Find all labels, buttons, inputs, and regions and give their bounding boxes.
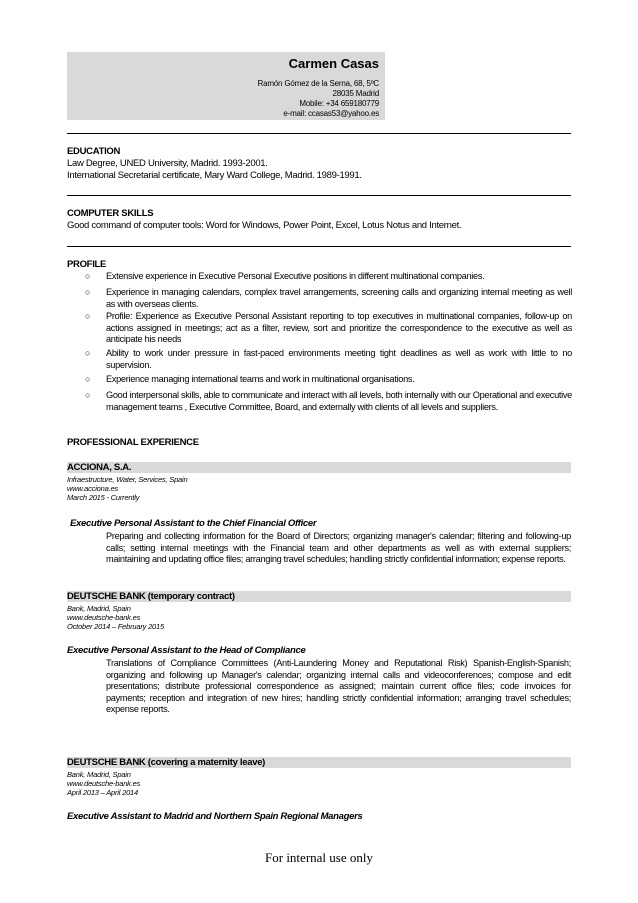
job-role: Executive Personal Assistant to the Chief Financial Officer: [70, 518, 317, 529]
profile-item-text: Extensive experience in Executive Personal Executive positions in different multinational companies.: [106, 271, 485, 281]
job-period: October 2014 – February 2015: [67, 622, 164, 631]
profile-item-text: Experience in managing calendars, complex travel arrangements, screening calls and organizing internal meeting as well as with overseas clients.: [106, 287, 572, 309]
page-footer: For internal use only: [265, 850, 373, 865]
company-website: www.deutsche-bank.es: [67, 613, 141, 622]
profile-item-text: Profile: Experience as Executive Personal Assistant reporting to top executives in multinational companies, follow-up on actions assigned in meetings; act as a filter, review, sort and prioritize the correspondence to the executive as well as anticipate his needs: [106, 311, 572, 345]
job-period: April 2013 – April 2014: [67, 788, 139, 797]
divider: [67, 133, 571, 134]
profile-heading: PROFILE: [67, 259, 107, 270]
company-bar: [67, 591, 571, 602]
profile-item-text: Experience managing international teams and work in multinational organisations.: [106, 374, 415, 384]
company-website: www.acciona.es: [67, 484, 118, 493]
bullet-icon: ○: [85, 390, 91, 400]
company-bar: [67, 757, 571, 768]
experience-heading: PROFESSIONAL EXPERIENCE: [67, 437, 199, 448]
bullet-icon: ○: [85, 348, 91, 358]
company-name: ACCIONA, S.A.: [67, 462, 132, 473]
company-sector: Bank, Madrid, Spain: [67, 604, 131, 613]
profile-item-text: Ability to work under pressure in fast-paced environments meeting tight deadlines as well as work with little to no supervision.: [106, 348, 572, 370]
education-line-1: Law Degree, UNED University, Madrid. 1993-2001.: [67, 158, 268, 169]
bullet-icon: ○: [85, 374, 91, 384]
bullet-icon: ○: [85, 271, 91, 281]
divider: [67, 195, 571, 196]
company-website: www.deutsche-bank.es: [67, 779, 141, 788]
company-name: DEUTSCHE BANK (temporary contract): [67, 591, 235, 602]
education-heading: EDUCATION: [67, 146, 121, 157]
job-duties: Translations of Compliance Committees (Anti-Laundering Money and Reputational Risk) Spanish-English-Spanish; organizing and following up Manager's calendar; organizing internal calls and videoconferences; compose and edit presentations; distribute professional correspondence as assigned; maintain current office files; code invoices for payments; reception and integration of new hires; handling strictly confidential information; arranging travel schedules; expense reports.: [106, 658, 571, 715]
divider: [67, 246, 571, 247]
candidate-name: Carmen Casas: [288, 56, 379, 71]
job-period: March 2015 - Currently: [67, 493, 140, 502]
computer-skills-heading: COMPUTER SKILLS: [67, 208, 154, 219]
computer-skills-text: Good command of computer tools: Word for Windows, Power Point, Excel, Lotus Notus and Internet.: [67, 220, 462, 231]
company-bar: [67, 462, 571, 473]
contact-header: [67, 52, 385, 120]
education-line-2: International Secretarial certificate, Mary Ward College, Madrid. 1989-1991.: [67, 170, 362, 181]
email-address: e-mail: ccasas53@yahoo.es: [283, 109, 379, 118]
mobile-number: Mobile: +34 659180779: [299, 99, 379, 108]
address-line-1: Ramón Gómez de la Serna, 68, 5ºC: [257, 79, 379, 88]
job-role: Executive Assistant to Madrid and Northern Spain Regional Managers: [67, 811, 363, 822]
bullet-icon: ○: [85, 311, 91, 321]
company-name: DEUTSCHE BANK (covering a maternity leave): [67, 757, 266, 768]
job-role: Executive Personal Assistant to the Head of Compliance: [67, 645, 306, 656]
profile-item-text: Good interpersonal skills, able to communicate and interact with all levels, both internally with our Operational and executive management teams , Executive Committee, Board, and externally with clients of all levels and suppliers.: [106, 390, 572, 412]
company-sector: Infraestructure, Water, Services, Spain: [67, 475, 188, 484]
bullet-icon: ○: [85, 287, 91, 297]
address-line-2: 28035 Madrid: [332, 89, 379, 98]
company-sector: Bank, Madrid, Spain: [67, 770, 131, 779]
job-duties: Preparing and collecting information for the Board of Directors; organizing manager's calendar; filtering and following-up calls; setting internal meetings with the Financial team and other departments as well as with external suppliers; maintaining and updating office files; arranging travel schedules; handling strictly confidential information; expense reports.: [106, 531, 571, 565]
